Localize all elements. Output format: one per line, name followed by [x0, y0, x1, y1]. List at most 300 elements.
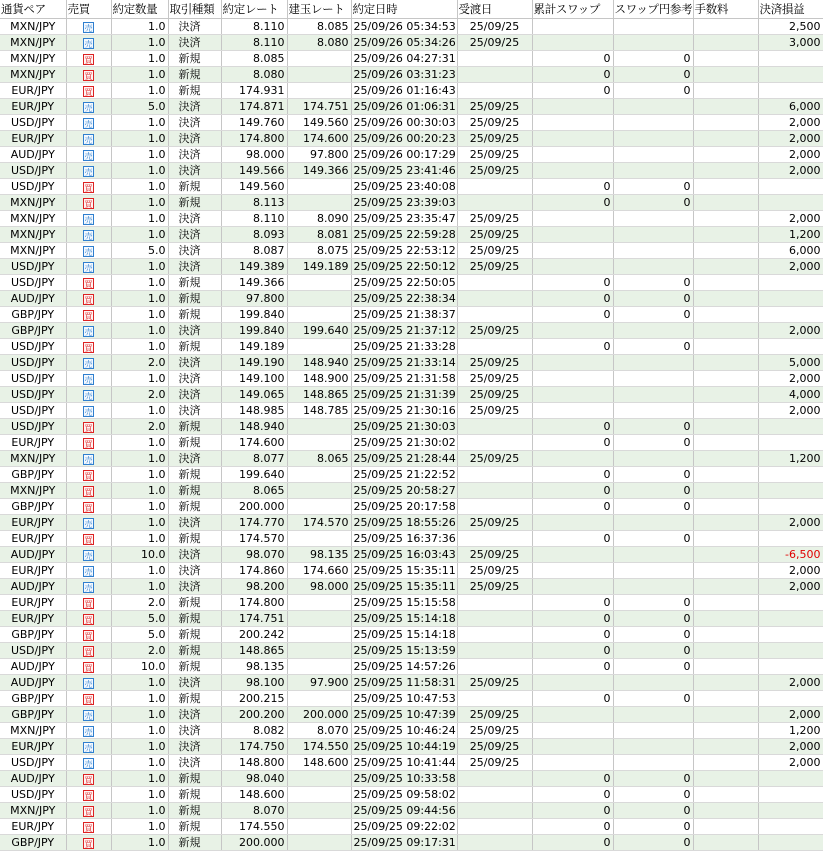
type-cell: 新規 — [168, 771, 221, 787]
swap-yen-cell: 0 — [613, 339, 693, 355]
settle-date-cell: 25/09/25 — [457, 707, 532, 723]
side-cell — [66, 163, 111, 179]
swap-cell — [532, 579, 613, 595]
side-cell — [66, 531, 111, 547]
table-row[interactable] — [0, 627, 823, 643]
swap-cell — [532, 675, 613, 691]
swap-cell — [532, 707, 613, 723]
fee-cell — [693, 771, 758, 787]
sell-badge: 売 — [84, 551, 93, 561]
pair-cell: EUR/JPY — [0, 131, 66, 147]
type-cell: 新規 — [168, 659, 221, 675]
open-rate-cell: 8.085 — [287, 19, 351, 35]
qty-cell: 1.0 — [111, 307, 168, 323]
open-rate-cell: 174.600 — [287, 131, 351, 147]
header-row — [0, 0, 823, 19]
settle-date-cell: 25/09/25 — [457, 451, 532, 467]
table-row[interactable] — [0, 707, 823, 723]
type-cell: 決済 — [168, 35, 221, 51]
settle-date-cell: 25/09/25 — [457, 211, 532, 227]
side-cell — [66, 259, 111, 275]
settle-date-cell: 25/09/25 — [457, 163, 532, 179]
qty-cell: 1.0 — [111, 339, 168, 355]
col-header-swap-yen[interactable]: スワップ円参考 — [613, 0, 693, 19]
swap-yen-cell — [613, 131, 693, 147]
side-cell — [66, 819, 111, 835]
swap-yen-cell — [613, 147, 693, 163]
swap-yen-cell: 0 — [613, 67, 693, 83]
swap-cell — [532, 35, 613, 51]
swap-yen-cell: 0 — [613, 307, 693, 323]
datetime-cell: 25/09/25 22:50:12 — [351, 259, 457, 275]
open-rate-cell — [287, 531, 351, 547]
side-cell — [66, 307, 111, 323]
qty-cell: 1.0 — [111, 531, 168, 547]
pair-cell: AUD/JPY — [0, 547, 66, 563]
table-row[interactable] — [0, 675, 823, 691]
table-row[interactable] — [0, 547, 823, 563]
datetime-cell: 25/09/25 21:22:52 — [351, 467, 457, 483]
swap-yen-cell: 0 — [613, 643, 693, 659]
buy-badge: 買 — [84, 839, 93, 849]
pair-cell: USD/JPY — [0, 179, 66, 195]
side-cell — [66, 243, 111, 259]
fee-cell — [693, 67, 758, 83]
pair-cell: USD/JPY — [0, 387, 66, 403]
pl-cell: 2,000 — [758, 259, 823, 275]
table-row[interactable] — [0, 771, 823, 787]
table-row[interactable] — [0, 659, 823, 675]
open-rate-cell — [287, 195, 351, 211]
table-row[interactable] — [0, 355, 823, 371]
col-header-open-rate[interactable]: 建玉レート — [287, 0, 351, 19]
buy-badge: 買 — [84, 775, 93, 785]
table-row[interactable] — [0, 563, 823, 579]
rate-cell: 174.750 — [221, 739, 287, 755]
settle-date-cell: 25/09/25 — [457, 259, 532, 275]
buy-badge: 買 — [84, 183, 93, 193]
qty-cell: 1.0 — [111, 835, 168, 851]
open-rate-cell — [287, 307, 351, 323]
rate-cell: 200.000 — [221, 499, 287, 515]
pair-cell: GBP/JPY — [0, 499, 66, 515]
fee-cell — [693, 643, 758, 659]
qty-cell: 1.0 — [111, 755, 168, 771]
qty-cell: 1.0 — [111, 563, 168, 579]
pair-cell: MXN/JPY — [0, 723, 66, 739]
table-row[interactable] — [0, 691, 823, 707]
settle-date-cell — [457, 275, 532, 291]
fee-cell — [693, 355, 758, 371]
rate-cell: 149.366 — [221, 275, 287, 291]
table-row[interactable] — [0, 595, 823, 611]
datetime-cell: 25/09/26 00:20:23 — [351, 131, 457, 147]
table-row[interactable] — [0, 275, 823, 291]
col-header-fee[interactable]: 手数料 — [693, 0, 758, 19]
qty-cell: 5.0 — [111, 99, 168, 115]
pl-cell — [758, 339, 823, 355]
swap-yen-cell — [613, 403, 693, 419]
swap-cell: 0 — [532, 51, 613, 67]
pair-cell: GBP/JPY — [0, 323, 66, 339]
swap-cell — [532, 115, 613, 131]
swap-yen-cell: 0 — [613, 179, 693, 195]
pl-cell: 2,000 — [758, 515, 823, 531]
datetime-cell: 25/09/25 21:31:39 — [351, 387, 457, 403]
qty-cell: 1.0 — [111, 35, 168, 51]
table-row[interactable] — [0, 291, 823, 307]
open-rate-cell: 174.660 — [287, 563, 351, 579]
table-row[interactable] — [0, 99, 823, 115]
pair-cell: AUD/JPY — [0, 147, 66, 163]
table-row[interactable] — [0, 451, 823, 467]
side-cell — [66, 659, 111, 675]
pl-cell: 2,000 — [758, 403, 823, 419]
sell-badge: 売 — [84, 455, 93, 465]
side-cell — [66, 739, 111, 755]
fee-cell — [693, 499, 758, 515]
buy-badge: 買 — [84, 487, 93, 497]
settle-date-cell: 25/09/25 — [457, 131, 532, 147]
sell-badge: 売 — [84, 215, 93, 225]
swap-yen-cell: 0 — [613, 835, 693, 851]
settle-date-cell: 25/09/25 — [457, 227, 532, 243]
table-row[interactable] — [0, 499, 823, 515]
datetime-cell: 25/09/25 21:31:58 — [351, 371, 457, 387]
rate-cell: 98.135 — [221, 659, 287, 675]
table-row[interactable] — [0, 243, 823, 259]
datetime-cell: 25/09/26 00:17:29 — [351, 147, 457, 163]
buy-badge: 買 — [84, 631, 93, 641]
fee-cell — [693, 51, 758, 67]
datetime-cell: 25/09/26 01:06:31 — [351, 99, 457, 115]
buy-badge: 買 — [84, 87, 93, 97]
col-header-rate[interactable]: 約定レート — [221, 0, 287, 19]
settle-date-cell — [457, 611, 532, 627]
swap-cell — [532, 371, 613, 387]
open-rate-cell: 199.640 — [287, 323, 351, 339]
col-header-settle-date[interactable]: 受渡日 — [457, 0, 532, 19]
swap-cell: 0 — [532, 499, 613, 515]
pair-cell: MXN/JPY — [0, 195, 66, 211]
pair-cell: EUR/JPY — [0, 435, 66, 451]
pl-cell — [758, 803, 823, 819]
swap-cell: 0 — [532, 179, 613, 195]
col-header-pl[interactable]: 決済損益 — [758, 0, 823, 19]
type-cell: 決済 — [168, 131, 221, 147]
type-cell: 新規 — [168, 467, 221, 483]
pair-cell: USD/JPY — [0, 259, 66, 275]
table-row[interactable] — [0, 35, 823, 51]
pair-cell: GBP/JPY — [0, 307, 66, 323]
sell-badge: 売 — [84, 567, 93, 577]
rate-cell: 174.770 — [221, 515, 287, 531]
col-header-pair[interactable]: 通貨ペア — [0, 0, 66, 19]
swap-cell: 0 — [532, 483, 613, 499]
table-row[interactable] — [0, 819, 823, 835]
fee-cell — [693, 611, 758, 627]
swap-cell — [532, 259, 613, 275]
table-row[interactable] — [0, 403, 823, 419]
table-row[interactable] — [0, 339, 823, 355]
table-row[interactable] — [0, 51, 823, 67]
settle-date-cell — [457, 291, 532, 307]
table-row[interactable] — [0, 371, 823, 387]
type-cell: 新規 — [168, 483, 221, 499]
pl-cell: 2,000 — [758, 675, 823, 691]
swap-yen-cell — [613, 259, 693, 275]
side-cell — [66, 515, 111, 531]
table-row[interactable] — [0, 259, 823, 275]
swap-yen-cell — [613, 243, 693, 259]
open-rate-cell — [287, 787, 351, 803]
settle-date-cell: 25/09/25 — [457, 323, 532, 339]
pair-cell: AUD/JPY — [0, 771, 66, 787]
table-row[interactable] — [0, 739, 823, 755]
settle-date-cell — [457, 51, 532, 67]
swap-yen-cell: 0 — [613, 787, 693, 803]
pl-cell: 2,000 — [758, 131, 823, 147]
swap-yen-cell: 0 — [613, 771, 693, 787]
open-rate-cell — [287, 483, 351, 499]
sell-badge: 売 — [84, 583, 93, 593]
datetime-cell: 25/09/25 09:44:56 — [351, 803, 457, 819]
fee-cell — [693, 835, 758, 851]
datetime-cell: 25/09/25 11:58:31 — [351, 675, 457, 691]
table-row[interactable] — [0, 83, 823, 99]
settle-date-cell — [457, 659, 532, 675]
swap-cell — [532, 147, 613, 163]
rate-cell: 8.110 — [221, 19, 287, 35]
datetime-cell: 25/09/25 23:40:08 — [351, 179, 457, 195]
datetime-cell: 25/09/25 16:37:36 — [351, 531, 457, 547]
rate-cell: 149.190 — [221, 355, 287, 371]
open-rate-cell — [287, 67, 351, 83]
pair-cell: USD/JPY — [0, 115, 66, 131]
pl-cell: 4,000 — [758, 387, 823, 403]
rate-cell: 174.751 — [221, 611, 287, 627]
pl-cell: 2,500 — [758, 19, 823, 35]
table-row[interactable] — [0, 723, 823, 739]
table-row[interactable] — [0, 19, 823, 35]
swap-cell — [532, 323, 613, 339]
type-cell: 決済 — [168, 227, 221, 243]
pair-cell: USD/JPY — [0, 403, 66, 419]
type-cell: 決済 — [168, 163, 221, 179]
pair-cell: GBP/JPY — [0, 627, 66, 643]
buy-badge: 買 — [84, 471, 93, 481]
col-header-datetime[interactable]: 約定日時 — [351, 0, 457, 19]
swap-cell — [532, 563, 613, 579]
swap-yen-cell: 0 — [613, 83, 693, 99]
buy-badge: 買 — [84, 695, 93, 705]
swap-cell — [532, 243, 613, 259]
qty-cell: 1.0 — [111, 707, 168, 723]
open-rate-cell: 174.751 — [287, 99, 351, 115]
datetime-cell: 25/09/25 22:38:34 — [351, 291, 457, 307]
datetime-cell: 25/09/25 20:58:27 — [351, 483, 457, 499]
qty-cell: 1.0 — [111, 259, 168, 275]
open-rate-cell: 149.560 — [287, 115, 351, 131]
swap-yen-cell: 0 — [613, 819, 693, 835]
datetime-cell: 25/09/26 00:30:03 — [351, 115, 457, 131]
qty-cell: 1.0 — [111, 51, 168, 67]
table-row[interactable] — [0, 307, 823, 323]
fee-cell — [693, 755, 758, 771]
side-cell — [66, 387, 111, 403]
pair-cell: MXN/JPY — [0, 451, 66, 467]
table-row[interactable] — [0, 579, 823, 595]
table-row[interactable] — [0, 435, 823, 451]
open-rate-cell: 8.070 — [287, 723, 351, 739]
sell-badge: 売 — [84, 743, 93, 753]
sell-badge: 売 — [84, 135, 93, 145]
table-row[interactable] — [0, 467, 823, 483]
table-row[interactable] — [0, 67, 823, 83]
side-cell — [66, 35, 111, 51]
sell-badge: 売 — [84, 679, 93, 689]
fee-cell — [693, 467, 758, 483]
fee-cell — [693, 579, 758, 595]
table-row[interactable] — [0, 227, 823, 243]
type-cell: 新規 — [168, 787, 221, 803]
pl-cell — [758, 435, 823, 451]
qty-cell: 1.0 — [111, 115, 168, 131]
open-rate-cell: 8.090 — [287, 211, 351, 227]
swap-cell: 0 — [532, 627, 613, 643]
open-rate-cell — [287, 771, 351, 787]
swap-cell: 0 — [532, 771, 613, 787]
rate-cell: 149.189 — [221, 339, 287, 355]
type-cell: 新規 — [168, 803, 221, 819]
table-row[interactable] — [0, 419, 823, 435]
col-header-qty[interactable]: 約定数量 — [111, 0, 168, 19]
fee-cell — [693, 35, 758, 51]
fee-cell — [693, 691, 758, 707]
pl-cell — [758, 531, 823, 547]
swap-yen-cell — [613, 211, 693, 227]
col-header-side[interactable]: 売買 — [66, 0, 111, 19]
qty-cell: 5.0 — [111, 611, 168, 627]
qty-cell: 1.0 — [111, 227, 168, 243]
swap-yen-cell: 0 — [613, 275, 693, 291]
table-row[interactable] — [0, 531, 823, 547]
datetime-cell: 25/09/25 21:37:12 — [351, 323, 457, 339]
swap-cell — [532, 755, 613, 771]
type-cell: 新規 — [168, 83, 221, 99]
datetime-cell: 25/09/25 22:59:28 — [351, 227, 457, 243]
open-rate-cell: 8.081 — [287, 227, 351, 243]
qty-cell: 1.0 — [111, 435, 168, 451]
datetime-cell: 25/09/26 05:34:53 — [351, 19, 457, 35]
swap-cell: 0 — [532, 691, 613, 707]
table-row[interactable] — [0, 195, 823, 211]
pl-cell — [758, 467, 823, 483]
qty-cell: 2.0 — [111, 643, 168, 659]
table-row[interactable] — [0, 211, 823, 227]
pl-cell — [758, 691, 823, 707]
fee-cell — [693, 307, 758, 323]
pl-cell — [758, 787, 823, 803]
side-cell — [66, 99, 111, 115]
type-cell: 決済 — [168, 739, 221, 755]
table-row[interactable] — [0, 643, 823, 659]
col-header-type[interactable]: 取引種類 — [168, 0, 221, 19]
col-header-swap[interactable]: 累計スワップ — [532, 0, 613, 19]
pair-cell: MXN/JPY — [0, 67, 66, 83]
qty-cell: 1.0 — [111, 19, 168, 35]
swap-cell: 0 — [532, 275, 613, 291]
open-rate-cell: 148.600 — [287, 755, 351, 771]
swap-yen-cell: 0 — [613, 803, 693, 819]
settle-date-cell — [457, 195, 532, 211]
table-row[interactable] — [0, 115, 823, 131]
pl-cell — [758, 819, 823, 835]
fee-cell — [693, 483, 758, 499]
table-row[interactable] — [0, 131, 823, 147]
pl-cell: 6,000 — [758, 99, 823, 115]
swap-yen-cell — [613, 227, 693, 243]
qty-cell: 1.0 — [111, 499, 168, 515]
qty-cell: 2.0 — [111, 355, 168, 371]
datetime-cell: 25/09/25 15:35:11 — [351, 579, 457, 595]
settle-date-cell: 25/09/25 — [457, 115, 532, 131]
swap-yen-cell: 0 — [613, 531, 693, 547]
qty-cell: 1.0 — [111, 691, 168, 707]
table-row[interactable] — [0, 787, 823, 803]
table-row[interactable] — [0, 755, 823, 771]
table-row[interactable] — [0, 387, 823, 403]
type-cell: 新規 — [168, 179, 221, 195]
pair-cell: GBP/JPY — [0, 707, 66, 723]
table-row[interactable] — [0, 323, 823, 339]
table-row[interactable] — [0, 179, 823, 195]
fee-cell — [693, 531, 758, 547]
swap-yen-cell: 0 — [613, 483, 693, 499]
table-row[interactable] — [0, 163, 823, 179]
qty-cell: 10.0 — [111, 659, 168, 675]
rate-cell: 8.070 — [221, 803, 287, 819]
table-row[interactable] — [0, 803, 823, 819]
side-cell — [66, 131, 111, 147]
swap-cell: 0 — [532, 291, 613, 307]
table-row[interactable] — [0, 515, 823, 531]
fee-cell — [693, 115, 758, 131]
settle-date-cell: 25/09/25 — [457, 563, 532, 579]
rate-cell: 8.077 — [221, 451, 287, 467]
table-row[interactable] — [0, 147, 823, 163]
table-row[interactable] — [0, 483, 823, 499]
type-cell: 新規 — [168, 531, 221, 547]
open-rate-cell — [287, 611, 351, 627]
open-rate-cell: 8.080 — [287, 35, 351, 51]
sell-badge: 売 — [84, 231, 93, 241]
datetime-cell: 25/09/25 22:50:05 — [351, 275, 457, 291]
type-cell: 新規 — [168, 67, 221, 83]
table-row[interactable] — [0, 835, 823, 851]
swap-cell: 0 — [532, 435, 613, 451]
pl-cell — [758, 643, 823, 659]
side-cell — [66, 483, 111, 499]
pl-cell — [758, 51, 823, 67]
qty-cell: 1.0 — [111, 211, 168, 227]
type-cell: 決済 — [168, 755, 221, 771]
datetime-cell: 25/09/25 22:53:12 — [351, 243, 457, 259]
table-row[interactable] — [0, 611, 823, 627]
fee-cell — [693, 83, 758, 99]
rate-cell: 149.566 — [221, 163, 287, 179]
fee-cell — [693, 675, 758, 691]
